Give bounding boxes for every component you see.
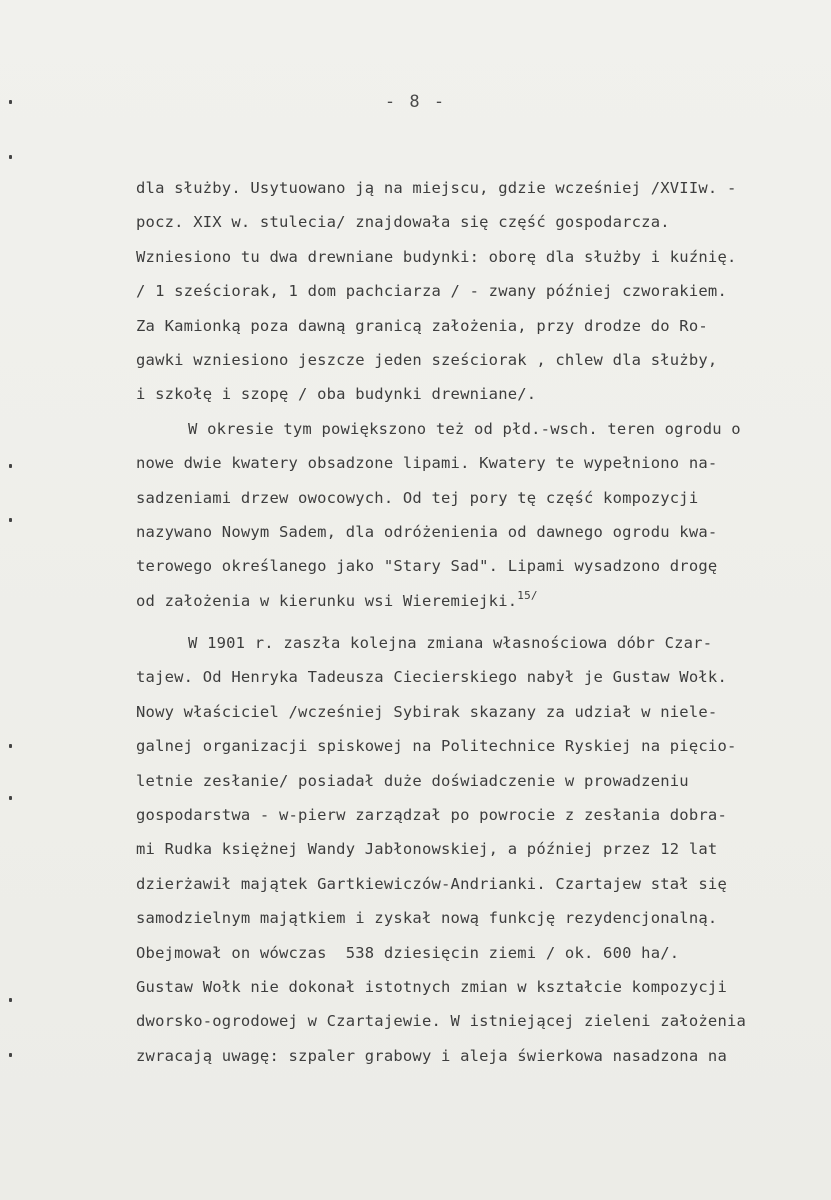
text-line: pocz. XIX w. stulecia/ znajdowała się część gospodarcza.	[136, 213, 670, 232]
text-line: mi Rudka księżnej Wandy Jabłonowskiej, a później przez 12 lat	[136, 840, 718, 859]
text-line: nazywano Nowym Sadem, dla odróżenienia od dawnego ogrodu kwa-	[136, 522, 718, 541]
paragraph-gap	[136, 618, 826, 626]
typed-text-body	[136, 171, 826, 1073]
paragraph-start-line: W okresie tym powiększono też od płd.-wsch. teren ogrodu o	[188, 419, 741, 438]
text-line: Nowy właściciel /wcześniej Sybirak skazany za udział w niele-	[136, 702, 718, 721]
text-line: i szkołę i szopę / oba budynki drewniane/.	[136, 385, 537, 404]
text-line: Obejmował on wówczas 538 dziesięcin ziemi / ok. 600 ha/.	[136, 943, 680, 962]
text-line: dworsko-ogrodowej w Czartajewie. W istniejącej zieleni założenia	[136, 1012, 747, 1031]
text-line: tajew. Od Henryka Tadeusza Ciecierskiego nabył je Gustaw Wołk.	[136, 668, 727, 687]
text-line: galnej organizacji spiskowej na Politechnice Ryskiej na pięcio-	[136, 737, 737, 756]
margin-dot	[9, 155, 12, 159]
page-number: - 8 -	[384, 92, 447, 112]
text-line: dla służby. Usytuowano ją na miejscu, gdzie wcześniej /XVIIw. -	[136, 179, 737, 197]
text-line	[136, 584, 826, 618]
margin-dot	[9, 998, 12, 1002]
text-line: letnie zesłanie/ posiadał duże doświadczenie w prowadzeniu	[136, 771, 689, 790]
text-line: gospodarstwa - w-pierw zarządzał po powrocie z zesłania dobra-	[136, 806, 727, 825]
text-line: dzierżawił majątek Gartkiewiczów-Andrianki. Czartajew stał się	[136, 874, 727, 893]
margin-dot	[9, 744, 12, 748]
text-line: Wzniesiono tu dwa drewniane budynki: oborę dla służby i kuźnię.	[136, 247, 737, 266]
text-line: terowego określanego jako "Stary Sad". Lipami wysadzono drogę	[136, 557, 718, 576]
text-line: / 1 sześciorak, 1 dom pachciarza / - zwany później czworakiem.	[136, 282, 727, 301]
paragraph-start-line: W 1901 r. zaszła kolejna zmiana własnościowa dóbr Czar-	[188, 634, 713, 653]
margin-dot	[9, 1053, 12, 1057]
text-line: zwracają uwagę: szpaler grabowy i aleja świerkowa nasadzona na	[136, 1046, 727, 1065]
margin-dot	[9, 464, 12, 468]
margin-dot	[9, 518, 12, 522]
text-line-content: od założenia w kierunku wsi Wieremiejki.	[136, 591, 518, 610]
text-line: sadzeniami drzew owocowych. Od tej pory tę część kompozycji	[136, 488, 699, 507]
text-line: gawki wzniesiono jeszcze jeden sześciorak , chlew dla służby,	[136, 350, 718, 369]
text-line: Gustaw Wołk nie dokonał istotnych zmian w kształcie kompozycji	[136, 977, 727, 996]
margin-dot	[9, 796, 12, 800]
text-line: nowe dwie kwatery obsadzone lipami. Kwatery te wypełniono na-	[136, 454, 718, 473]
footnote-marker: 15/	[517, 588, 538, 602]
text-line: samodzielnym majątkiem i zyskał nową funkcję rezydencjonalną.	[136, 909, 718, 928]
text-line: Za Kamionką poza dawną granicą założenia, przy drodze do Ro-	[136, 316, 708, 335]
